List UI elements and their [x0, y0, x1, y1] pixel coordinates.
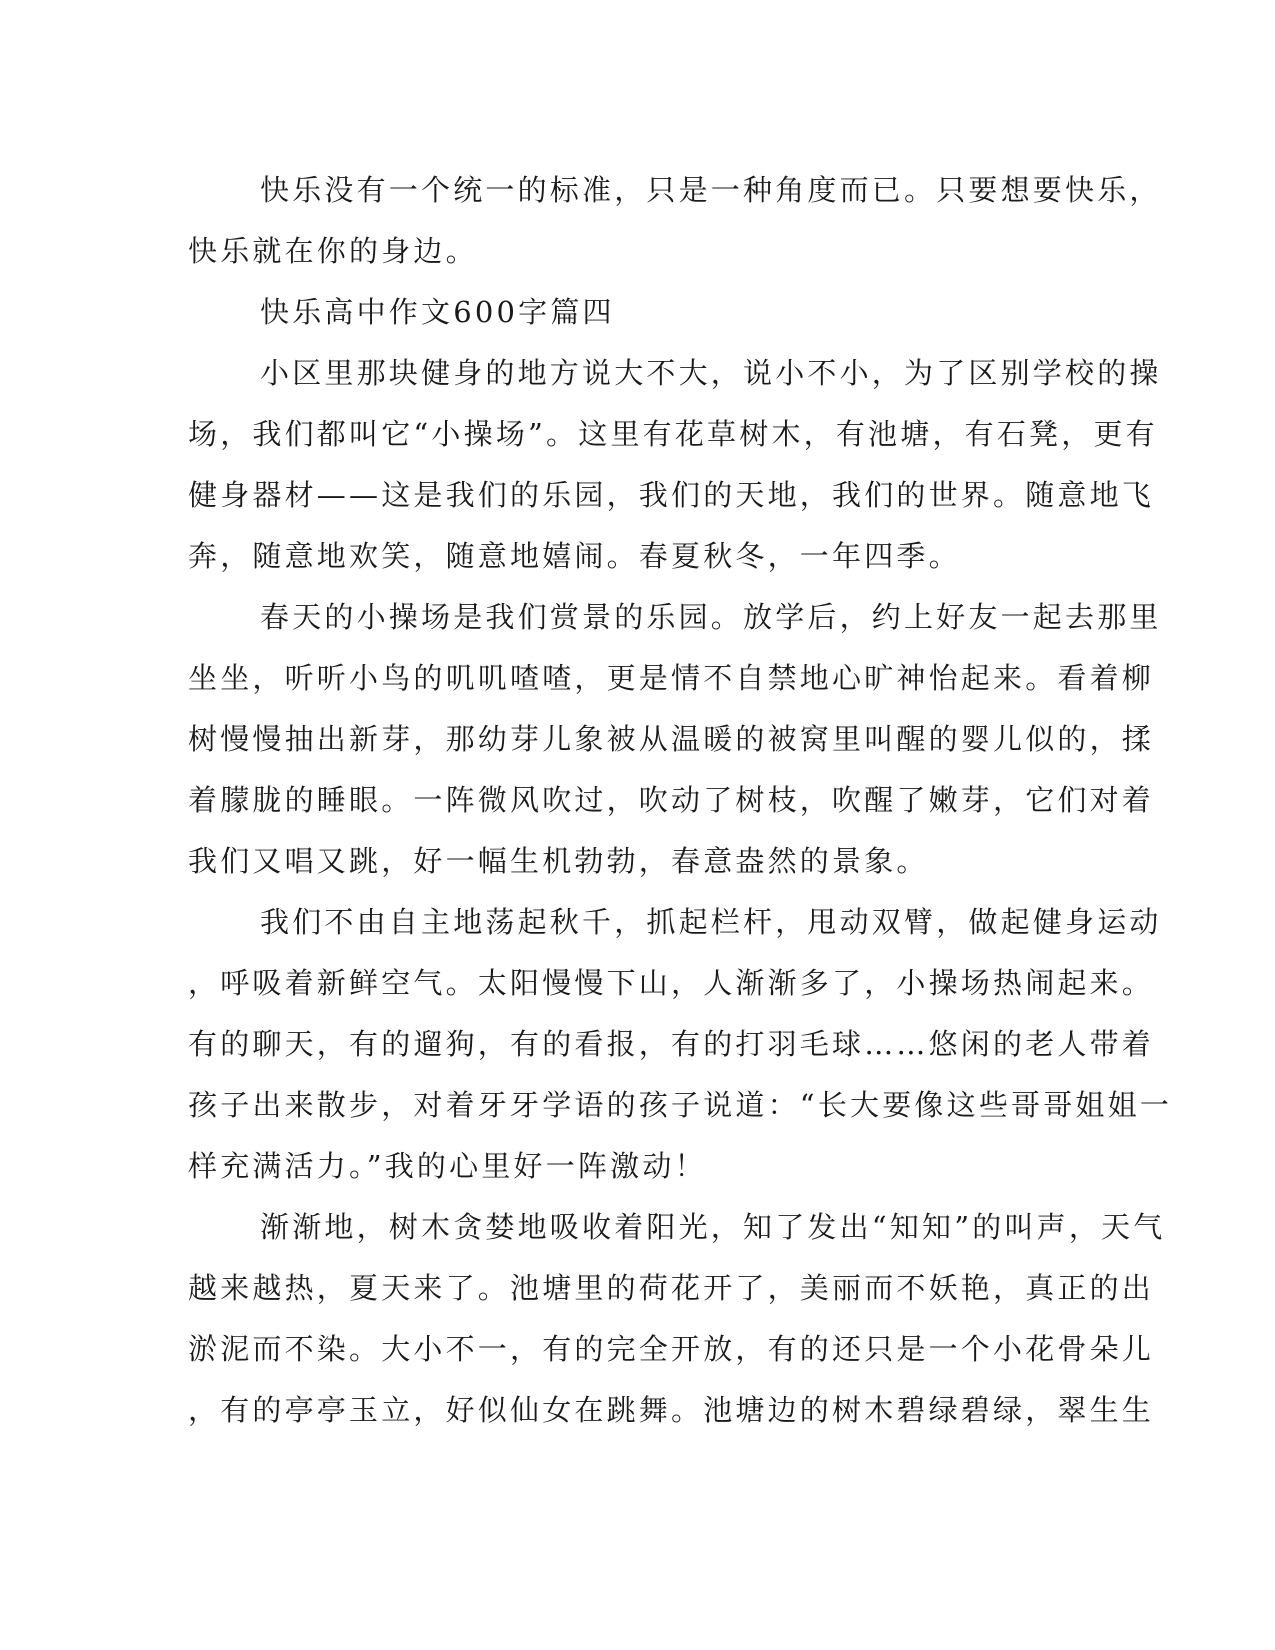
- section-heading: 快乐高中作文600字篇四: [260, 295, 615, 329]
- paragraph-line: 奔，随意地欢笑，随意地嬉闹。春夏秋冬，一年四季。: [188, 539, 961, 573]
- paragraph-line: 孩子出来散步，对着牙牙学语的孩子说道：“长大要像这些哥哥姐姐一: [188, 1088, 1173, 1122]
- document-body: [188, 160, 1173, 1441]
- paragraph-line: 场，我们都叫它“小操场”。这里有花草树木，有池塘，有石凳，更有: [188, 417, 1158, 451]
- paragraph-line: 渐渐地，树木贪婪地吸收着阳光，知了发出“知知”的叫声，天气: [260, 1210, 1166, 1244]
- paragraph-line: 淤泥而不染。大小不一，有的完全开放，有的还只是一个小花骨朵儿: [188, 1332, 1155, 1366]
- paragraph-line: ，呼吸着新鲜空气。太阳慢慢下山，人渐渐多了，小操场热闹起来。: [188, 966, 1155, 1000]
- paragraph-line: 春天的小操场是我们赏景的乐园。放学后，约上好友一起去那里: [260, 600, 1162, 634]
- paragraph-line: 有的聊天，有的遛狗，有的看报，有的打羽毛球……悠闲的老人带着: [188, 1027, 1155, 1061]
- paragraph-line: 坐坐，听听小鸟的叽叽喳喳，更是情不自禁地心旷神怡起来。看着柳: [188, 661, 1155, 695]
- paragraph-line: 我们不由自主地荡起秋千，抓起栏杆，甩动双臂，做起健身运动: [260, 905, 1162, 939]
- paragraph-line: 快乐没有一个统一的标准，只是一种角度而已。只要想要快乐，: [260, 173, 1162, 207]
- paragraph-line: 小区里那块健身的地方说大不大，说小不小，为了区别学校的操: [260, 356, 1162, 390]
- paragraph-line: 健身器材——这是我们的乐园，我们的天地，我们的世界。随意地飞: [188, 478, 1155, 512]
- paragraph-line: 样充满活力。”我的心里好一阵激动！: [188, 1149, 707, 1183]
- paragraph-line: 我们又唱又跳，好一幅生机勃勃，春意盎然的景象。: [188, 844, 929, 878]
- paragraph-line: 着朦胧的睡眼。一阵微风吹过，吹动了树枝，吹醒了嫩芽，它们对着: [188, 783, 1155, 817]
- paragraph-line: 快乐就在你的身边。: [188, 234, 478, 268]
- paragraph-line: 越来越热，夏天来了。池塘里的荷花开了，美丽而不妖艳，真正的出: [188, 1271, 1155, 1305]
- paragraph-line: ，有的亭亭玉立，好似仙女在跳舞。池塘边的树木碧绿碧绿，翠生生: [188, 1393, 1155, 1427]
- paragraph-line: 树慢慢抽出新芽，那幼芽儿象被从温暖的被窝里叫醒的婴儿似的，揉: [188, 722, 1155, 756]
